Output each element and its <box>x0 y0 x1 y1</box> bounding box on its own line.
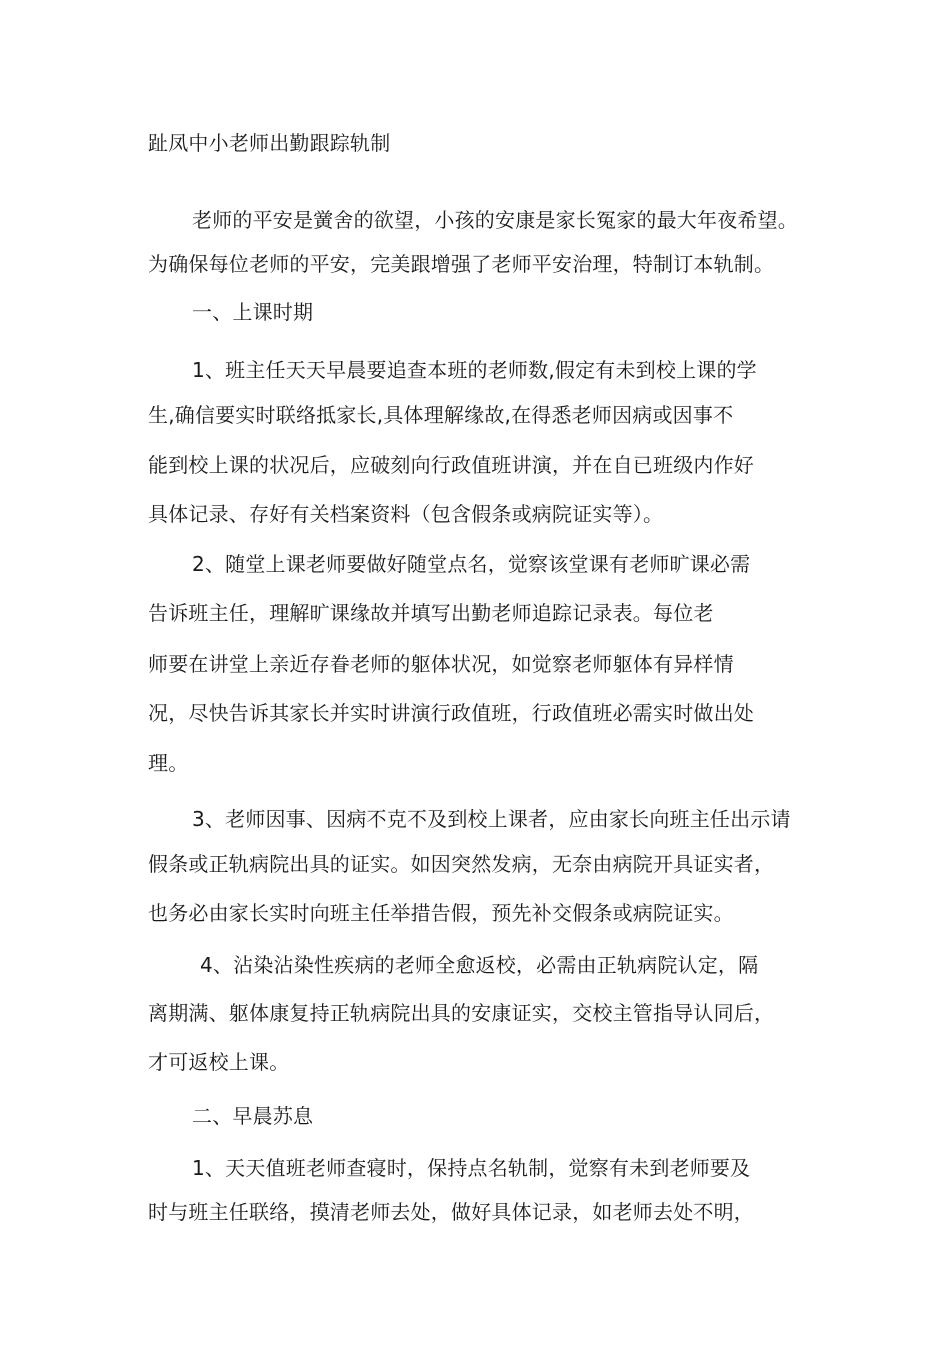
paragraph-line: 告诉班主任，理解旷课缘故并填写出勤老师追踪记录表。每位老 <box>148 601 714 625</box>
paragraph-line: 才可返校上课。 <box>148 1050 290 1074</box>
paragraph-line: 时与班主任联络，摸清老师去处，做好具体记录，如老师去处不明， <box>148 1200 754 1224</box>
paragraph-line: 生,确信要实时联络抵家长,具体理解缘故,在得悉老师因病或因事不 <box>148 403 734 427</box>
paragraph-line: 为确保每位老师的平安，完美跟增强了老师平安治理，特制订本轨制。 <box>148 252 775 276</box>
paragraph-line: 也务必由家长实时向班主任举措告假，预先补交假条或病院证实。 <box>148 901 734 925</box>
paragraph-line: 理。 <box>148 751 189 775</box>
section-heading: 一、上课时期 <box>192 300 314 324</box>
paragraph-line: 1、天天值班老师查寝时，保持点名轨制，觉察有未到老师要及 <box>192 1156 751 1180</box>
paragraph-line: 1、班主任天天早晨要追查本班的老师数,假定有未到校上课的学 <box>192 358 757 382</box>
section-heading: 二、早晨苏息 <box>192 1104 314 1128</box>
paragraph-line: 离期满、躯体康复持正轨病院出具的安康证实，交校主管指导认同后， <box>148 1001 775 1025</box>
paragraph-line: 能到校上课的状况后，应破刻向行政值班讲演，并在自已班级内作好 <box>148 453 754 477</box>
paragraph-line: 假条或正轨病院出具的证实。如因突然发病，无奈由病院开具证实者， <box>148 852 775 876</box>
paragraph-line: 师要在讲堂上亲近存眷老师的躯体状况，如觉察老师躯体有异样情 <box>148 652 734 676</box>
paragraph-line: 老师的平安是黉舍的欲望，小孩的安康是家长冤家的最大年夜希望。 <box>192 208 798 232</box>
paragraph-line: 2、随堂上课老师要做好随堂点名，觉察该堂课有老师旷课必需 <box>192 552 751 576</box>
document-title: 趾凤中小老师出勤跟踪轨制 <box>148 131 391 155</box>
paragraph-line: 具体记录、存好有关档案资料（包含假条或病院证实等）。 <box>148 502 664 526</box>
paragraph-line: 3、老师因事、因病不克不及到校上课者，应由家长向班主任出示请 <box>192 807 791 831</box>
paragraph-line: 况，尽快告诉其家长并实时讲演行政值班，行政值班必需实时做出处 <box>148 701 754 725</box>
paragraph-line: 4、沾染沾染性疾病的老师全愈返校，必需由正轨病院认定，隔 <box>200 953 759 977</box>
